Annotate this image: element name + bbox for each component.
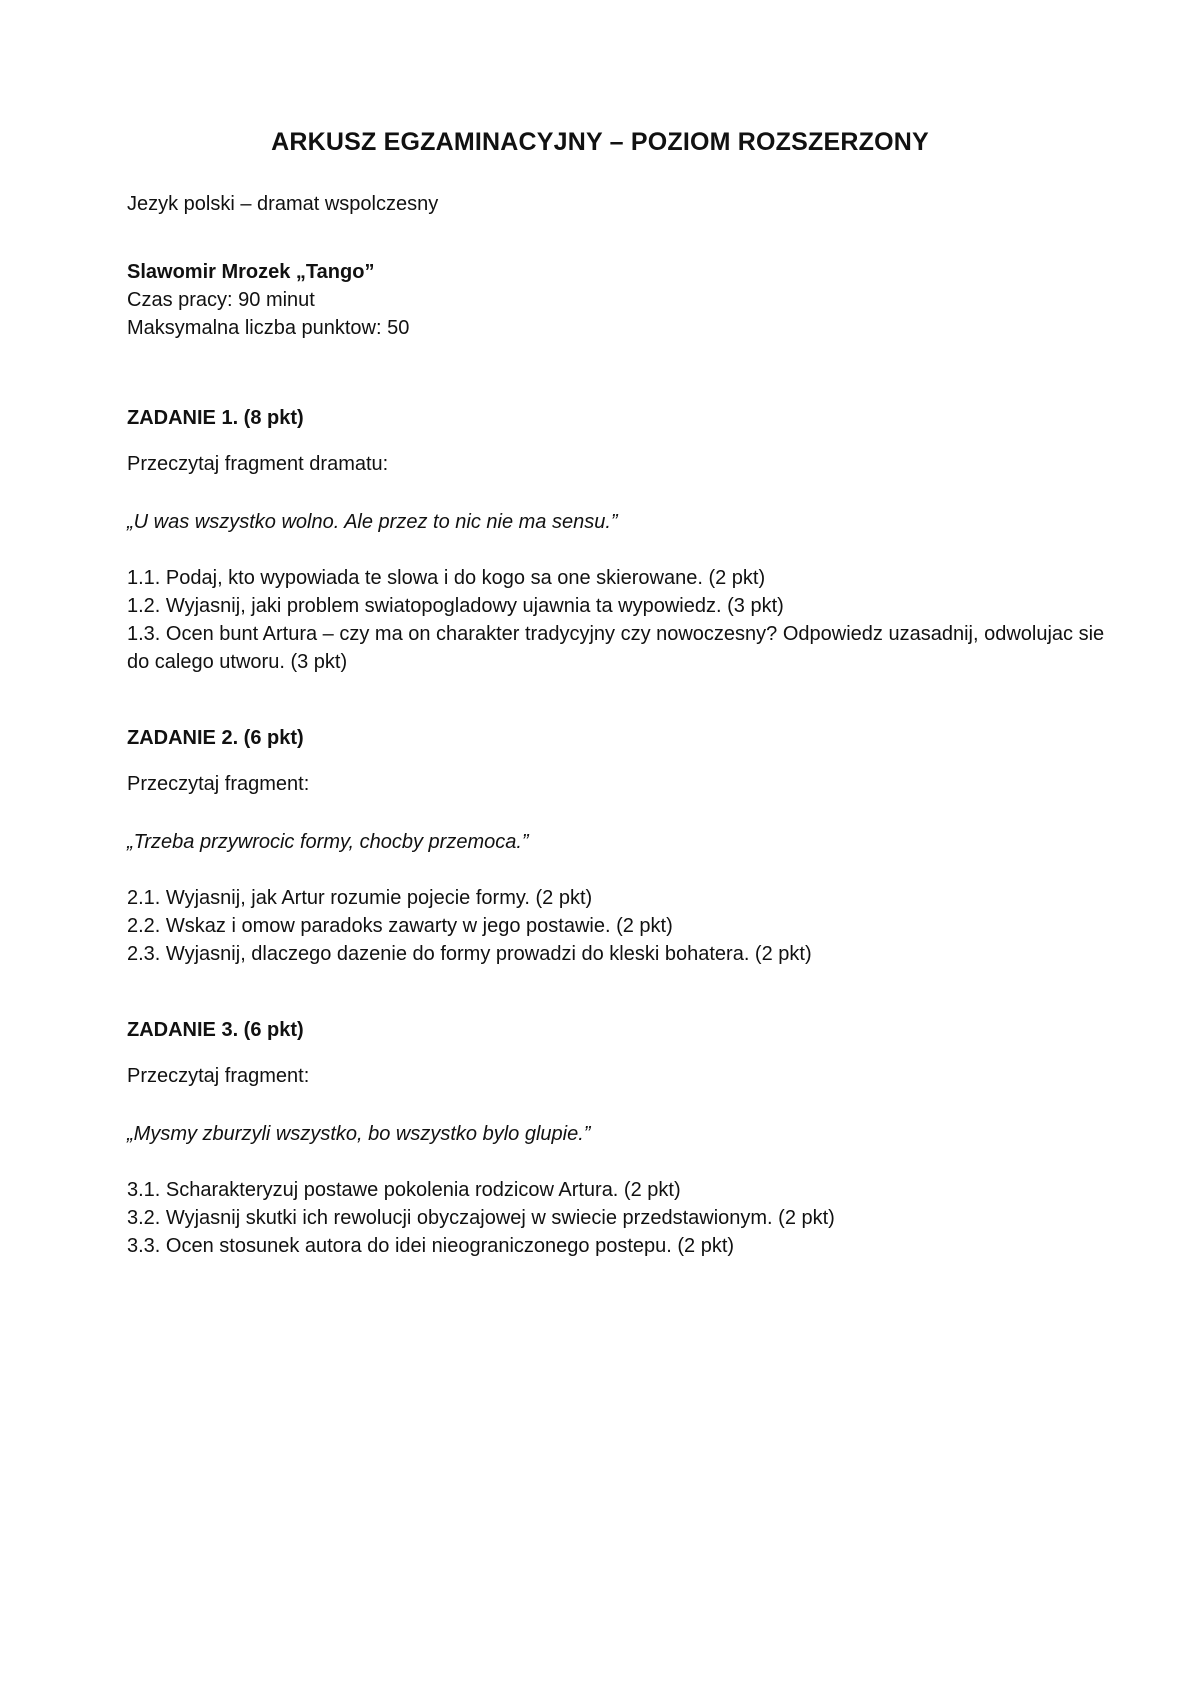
page-title: ARKUSZ EGZAMINACYJNY – POZIOM ROZSZERZONY [271,128,929,156]
task-quote: „Mysmy zburzyli wszystko, bo wszystko bylo glupie.” [127,1123,591,1145]
work-info [127,258,1107,342]
question-item: 3.1. Scharakteryzuj postawe pokolenia rodzicow Artura. (2 pkt) [127,1179,681,1201]
question-item: 3.2. Wyjasnij skutki ich rewolucji obyczajowej w swiecie przedstawionym. (2 pkt) [127,1207,835,1229]
task-2 [127,724,1107,968]
task-quote: „U was wszystko wolno. Ale przez to nic nie ma sensu.” [127,511,618,533]
task-instruction: Przeczytaj fragment: [127,773,310,795]
question-item: 1.3. Ocen bunt Artura – czy ma on charakter tradycyjny czy nowoczesny? Odpowiedz uzasadnij, odwolujac sie do calego utworu. (3 pkt) [127,623,1105,673]
task-3 [127,1016,1107,1260]
subject-line: Jezyk polski – dramat wspolczesny [127,193,439,215]
question-item: 2.3. Wyjasnij, dlaczego dazenie do formy prowadzi do kleski bohatera. (2 pkt) [127,943,812,965]
question-list [127,564,1107,676]
question-item: 2.1. Wyjasnij, jak Artur rozumie pojecie formy. (2 pkt) [127,887,593,909]
task-heading: ZADANIE 1. (8 pkt) [127,407,304,429]
exam-content [127,190,1107,1260]
work-max-points: Maksymalna liczba punktow: 50 [127,317,410,339]
question-item: 1.2. Wyjasnij, jaki problem swiatopogladowy ujawnia ta wypowiedz. (3 pkt) [127,595,784,617]
question-item: 2.2. Wskaz i omow paradoks zawarty w jego postawie. (2 pkt) [127,915,673,937]
task-heading: ZADANIE 2. (6 pkt) [127,727,304,749]
task-1 [127,404,1107,676]
work-time: Czas pracy: 90 minut [127,289,315,311]
task-instruction: Przeczytaj fragment: [127,1065,310,1087]
question-list [127,1176,1107,1260]
task-heading: ZADANIE 3. (6 pkt) [127,1019,304,1041]
question-item: 3.3. Ocen stosunek autora do idei nieograniczonego postepu. (2 pkt) [127,1235,735,1257]
task-quote: „Trzeba przywrocic formy, chocby przemoca.” [127,831,529,853]
question-item: 1.1. Podaj, kto wypowiada te slowa i do kogo sa one skierowane. (2 pkt) [127,567,766,589]
work-title: Slawomir Mrozek „Tango” [127,261,375,283]
task-instruction: Przeczytaj fragment dramatu: [127,453,389,475]
question-list [127,884,1107,968]
